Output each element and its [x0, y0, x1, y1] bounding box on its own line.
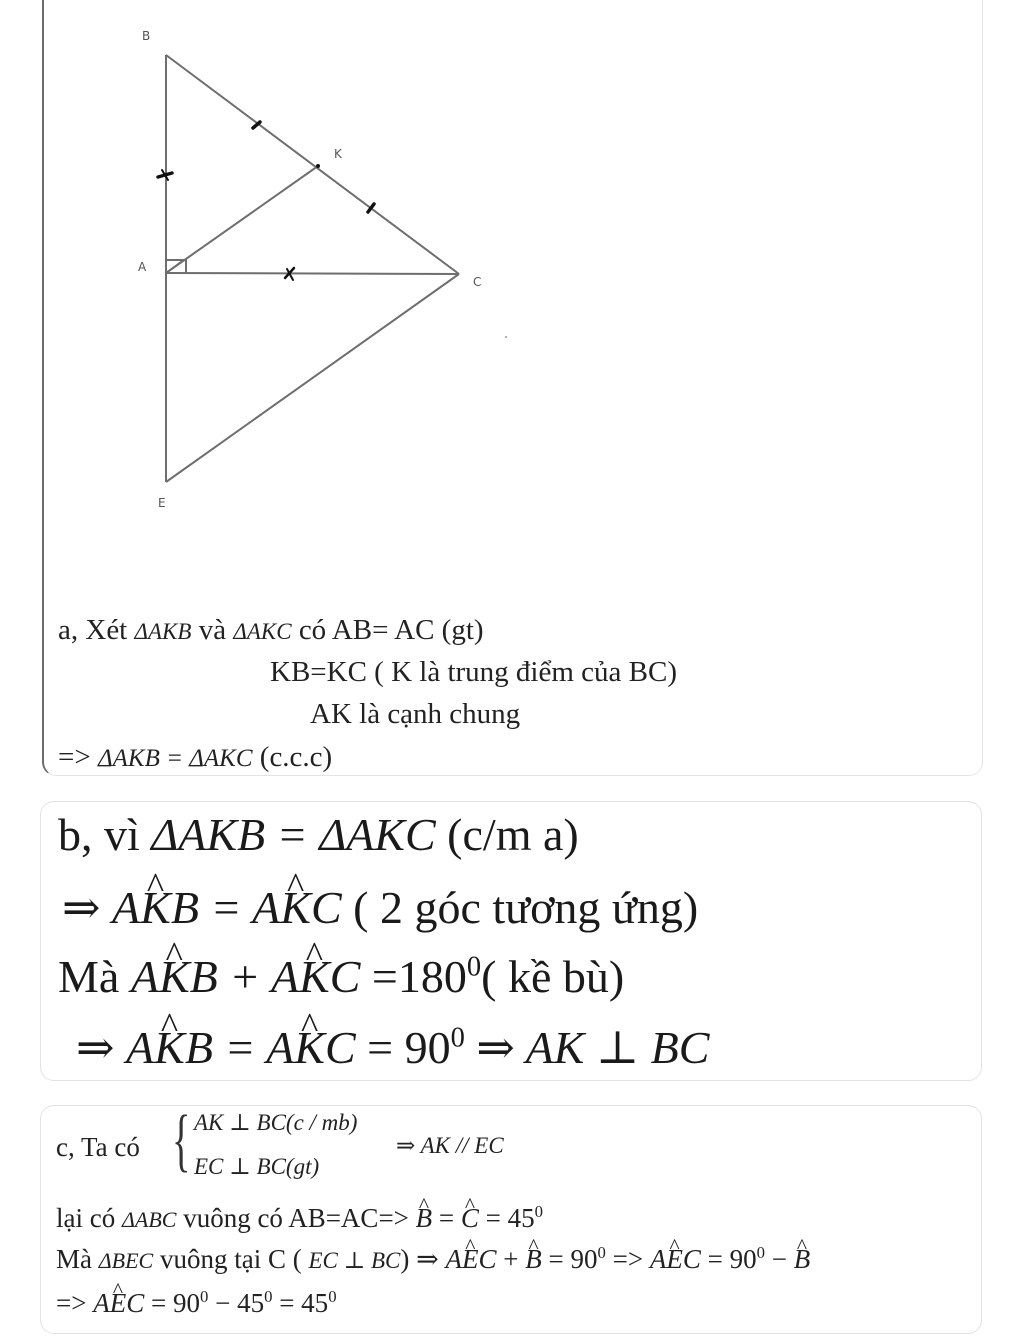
part-a-line-4: => ΔAKB = ΔAKC (c.c.c)	[58, 741, 333, 773]
part-c-line-3: Mà ΔBEC vuông tại C ( EC ⊥ BC) ⇒ A^ EC + ^ $B = 90^0$ => A^ EC = $90^0$ − ^ B	[56, 1244, 810, 1275]
part-c-line-1-prefix: c, Ta có	[56, 1132, 140, 1162]
geometry-figure	[0, 0, 1024, 560]
point-label-a: A	[138, 260, 147, 274]
point-label-c: C	[473, 275, 482, 289]
part-b-line-2: ⇒ A^ KB = A^ KC ( 2 góc tương ứng)	[62, 880, 698, 934]
system-result: ⇒ AK // EC	[396, 1133, 504, 1158]
part-a-line-2: KB=KC ( K là trung điểm của BC)	[270, 656, 677, 688]
system-row-1: AK ⊥ BC(c / mb)	[194, 1110, 358, 1135]
segment-ac	[166, 273, 459, 274]
part-b-line-3: Mà A^ KB + A^ KC $=180^0$( kề bù)	[58, 950, 624, 1003]
part-a-line-3: AK là cạnh chung	[310, 698, 521, 730]
part-b-line-4: ⇒ A^ KB = A^ KC = $90^0$ ⇒ AK ⊥ BC	[76, 1020, 709, 1074]
stray-dot	[505, 336, 507, 338]
part-b-line-1: b, vì ΔAKB = ΔAKC (c/m a)	[58, 809, 579, 860]
point-label-k: K	[334, 147, 342, 161]
part-c-line-2: lại có ΔABC vuông có AB=AC=> ^ B = ^ $C = 45^0$	[56, 1203, 543, 1234]
point-label-b: B	[142, 29, 151, 43]
system-brace: {	[172, 1102, 191, 1179]
point-label-e: E	[158, 496, 166, 510]
part-a-line-1: a, Xét ΔAKB và ΔAKC có AB= AC (gt)	[58, 614, 484, 646]
segment-ec	[166, 274, 459, 482]
system-row-2: EC ⊥ BC(gt)	[194, 1154, 320, 1179]
part-c-line-4: => A^ EC = $90^0 - 45^0 = 45^0$	[56, 1288, 337, 1319]
segment-ak	[166, 166, 318, 273]
